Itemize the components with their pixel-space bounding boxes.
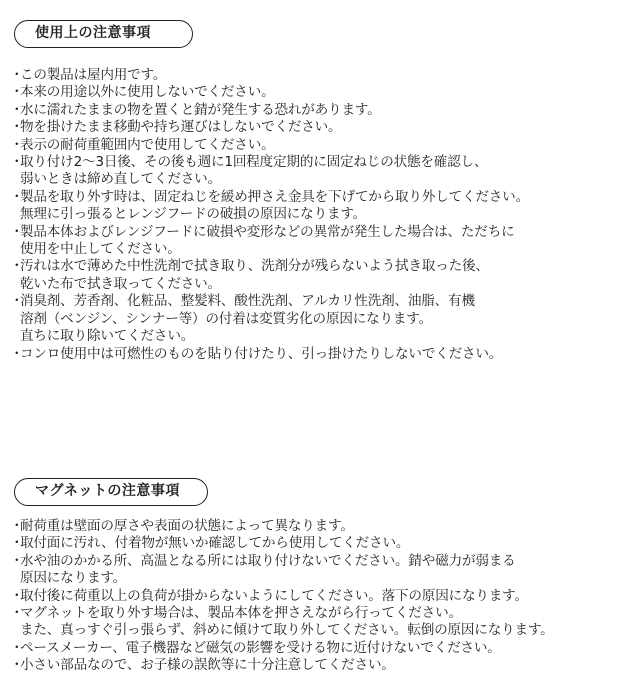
item-text-line: 製品を取り外す時は、固定ねじを緩め押さえ金具を下げてから取り外してください。 xyxy=(20,188,529,205)
item-text-line: 物を掛けたまま移動や持ち運びはしないでください。 xyxy=(20,119,342,136)
item-text-line: 原因になります。 xyxy=(20,570,127,587)
bullet-mark: ・ xyxy=(10,223,24,240)
item-text-line: 弱いときは締め直してください。 xyxy=(20,171,221,188)
bullet-mark: ・ xyxy=(10,188,24,205)
bullet-mark: ・ xyxy=(10,639,24,656)
list-item xyxy=(10,67,635,84)
bullet-mark: ・ xyxy=(10,657,24,674)
list-item xyxy=(10,102,635,119)
bullet-mark: ・ xyxy=(10,518,24,534)
list-item xyxy=(10,553,635,588)
item-text-line: 水や油のかかる所、高温となる所には取り付けないでください。錆や磁力が弱まる xyxy=(20,552,516,569)
list-item xyxy=(10,189,635,224)
item-text-line: 汚れは水で薄めた中性洗剤で拭き取り、洗剤分が残らないよう拭き取った後、 xyxy=(20,258,489,275)
list-item xyxy=(10,84,635,101)
magnet-precautions-list xyxy=(10,518,635,675)
item-text-line: 表示の耐荷重範囲内で使用してください。 xyxy=(20,136,275,153)
bullet-mark: ・ xyxy=(10,136,24,153)
item-text-line: 直ちに取り除いてください。 xyxy=(20,328,195,345)
item-text-line: 耐荷重は壁面の厚さや表面の状態によって異なります。 xyxy=(20,518,354,534)
list-item xyxy=(10,535,635,552)
list-item xyxy=(10,640,635,657)
bullet-mark: ・ xyxy=(10,119,24,136)
bullet-mark: ・ xyxy=(10,587,24,604)
magnet-precautions-heading: マグネットの注意事項 xyxy=(14,478,208,506)
bullet-mark: ・ xyxy=(10,605,24,622)
item-text-line: 乾いた布で拭き取ってください。 xyxy=(20,275,221,292)
item-text-line: マグネットを取り外す場合は、製品本体を押さえながら行ってください。 xyxy=(20,605,462,622)
bullet-mark: ・ xyxy=(10,293,24,310)
list-item xyxy=(10,154,635,189)
item-text-line: ペースメーカー、電子機器など磁気の影響を受ける物に近付けないでください。 xyxy=(20,639,501,656)
item-text-line: 消臭剤、芳香剤、化粧品、整髪料、酸性洗剤、アルカリ性洗剤、油脂、有機 xyxy=(20,293,475,310)
bullet-mark: ・ xyxy=(10,154,24,171)
list-item xyxy=(10,224,635,259)
list-item xyxy=(10,119,635,136)
list-item xyxy=(10,346,635,363)
list-item xyxy=(10,258,635,293)
item-text-line: 無理に引っ張るとレンジフードの破損の原因になります。 xyxy=(20,206,367,223)
list-item xyxy=(10,293,635,345)
bullet-mark: ・ xyxy=(10,345,24,362)
list-item xyxy=(10,137,635,154)
list-item xyxy=(10,605,635,640)
item-text-line: 使用を中止してください。 xyxy=(20,241,181,258)
list-item xyxy=(10,588,635,605)
item-text-line: 取付後に荷重以上の負荷が掛からないようにしてください。落下の原因になります。 xyxy=(20,587,528,604)
item-text-line: 水に濡れたままの物を置くと錆が発生する恐れがあります。 xyxy=(20,101,381,118)
item-text-line: コンロ使用中は可燃性のものを貼り付けたり、引っ掛けたりしないでください。 xyxy=(20,345,503,362)
bullet-mark: ・ xyxy=(10,101,24,118)
bullet-mark: ・ xyxy=(10,535,24,552)
usage-precautions-heading: 使用上の注意事項 xyxy=(14,20,193,48)
usage-precautions-list xyxy=(10,67,635,363)
list-item xyxy=(10,657,635,674)
item-text-line: この製品は屋内用です。 xyxy=(20,67,167,83)
item-text-line: また、真っすぐ引っ張らず、斜めに傾けて取り外してください。転倒の原因になります。 xyxy=(20,622,554,639)
item-text-line: 小さい部品なので、お子様の誤飲等に十分注意してください。 xyxy=(20,657,395,674)
item-text-line: 溶剤（ベンジン、シンナー等）の付着は変質劣化の原因になります。 xyxy=(20,310,433,327)
bullet-mark: ・ xyxy=(10,258,24,275)
bullet-mark: ・ xyxy=(10,552,24,569)
item-text-line: 取付面に汚れ、付着物が無いか確認してから使用してください。 xyxy=(20,535,410,552)
bullet-mark: ・ xyxy=(10,67,24,83)
item-text-line: 本来の用途以外に使用しないでください。 xyxy=(20,84,275,101)
list-item xyxy=(10,518,635,535)
bullet-mark: ・ xyxy=(10,84,24,101)
item-text-line: 製品本体およびレンジフードに破損や変形などの異常が発生した場合は、ただちに xyxy=(20,223,515,240)
item-text-line: 取り付け2～3日後、その後も週に1回程度定期的に固定ねじの状態を確認し、 xyxy=(20,154,488,171)
